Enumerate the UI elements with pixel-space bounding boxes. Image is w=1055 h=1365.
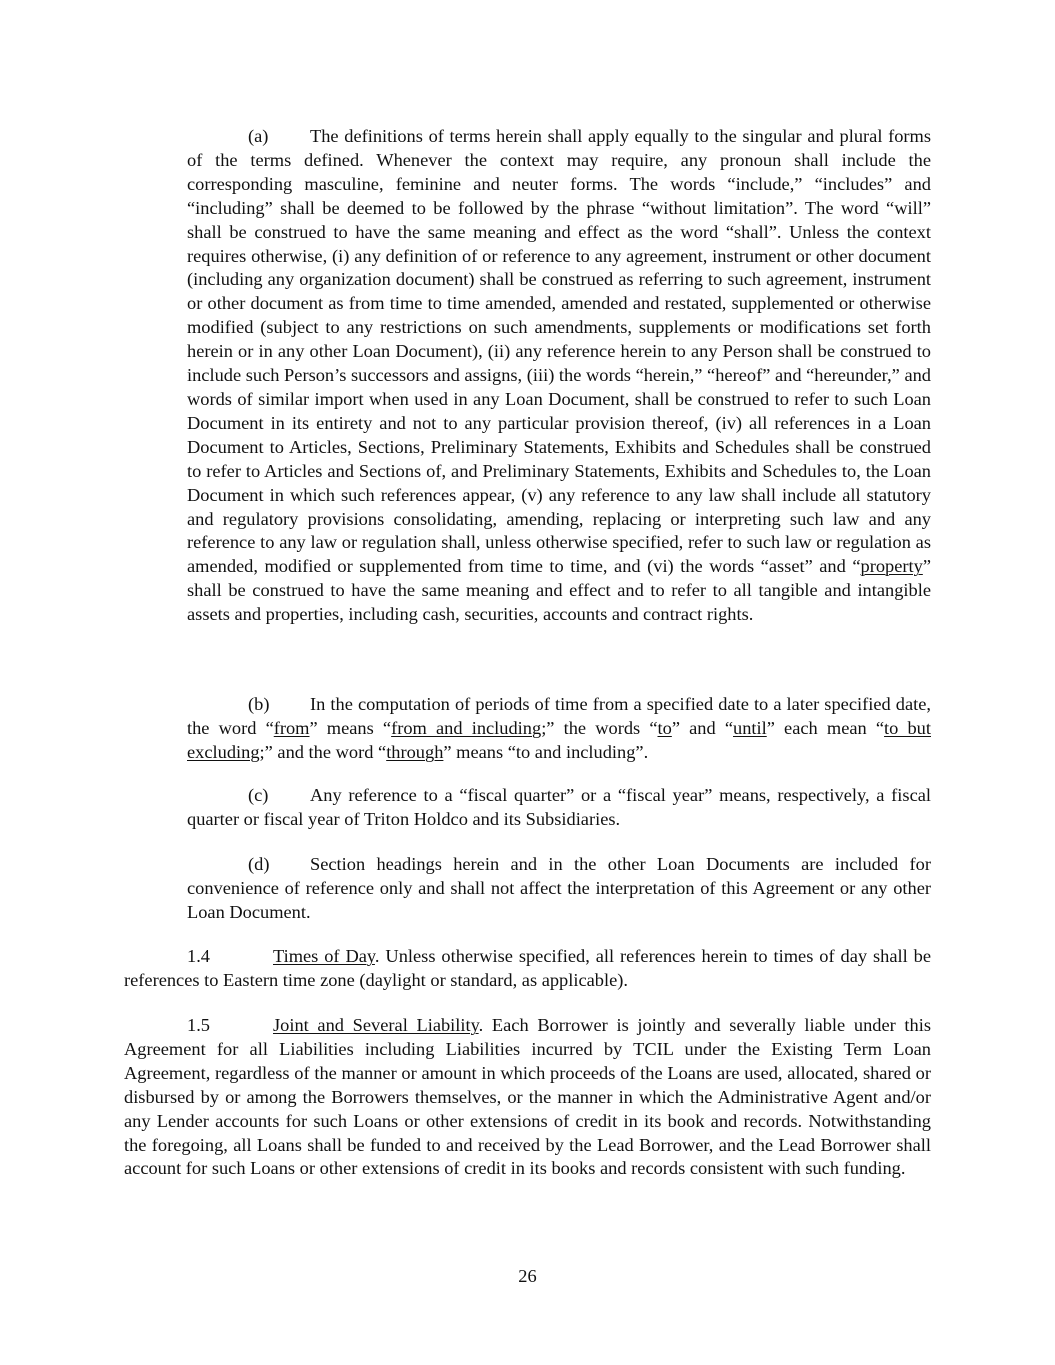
paragraph-a-label: (a) (248, 126, 269, 146)
paragraph-c-label: (c) (248, 785, 269, 805)
section-1-5-heading: Joint and Several Liability (273, 1015, 479, 1035)
paragraph-b-term-from-and-including: from and including (391, 717, 542, 738)
section-1-4-heading: Times of Day (273, 946, 375, 966)
paragraph-b-text-1: In the computation of periods of time from a specified date to a later specified date, the word “ (187, 694, 931, 738)
paragraph-d-label: (d) (248, 854, 270, 874)
paragraph-b-label: (b) (248, 694, 270, 714)
paragraph-b-text-2: ” means “ (309, 717, 392, 738)
paragraph-b-text-6: ;” and the word “ (259, 741, 387, 762)
paragraph-b (187, 693, 931, 765)
paragraph-a-text-end: ” shall be construed to have the same meaning and effect and to refer to all tangible and intangible assets and properties, including cash, securities, accounts and contract rights. (187, 556, 931, 625)
paragraph-d-text: Section headings herein and in the other Loan Documents are included for convenience of reference only and shall not affect the interpretation of this Agreement or any other Loan Document. (187, 854, 931, 922)
page-number: 26 (518, 1266, 537, 1286)
paragraph-d (187, 853, 931, 925)
paragraph-b-term-through: through (386, 741, 444, 762)
section-1-5 (124, 1014, 931, 1181)
paragraph-b-term-from: from (273, 717, 310, 738)
paragraph-a-underlined-term: property (860, 556, 923, 577)
paragraph-b-term-until: until (733, 717, 767, 738)
section-1-5-number: 1.5 (187, 1015, 210, 1035)
paragraph-c-text: Any reference to a “fiscal quarter” or a “fiscal year” means, respectively, a fiscal quarter or fiscal year of Triton Holdco and its Subsidiaries. (187, 785, 931, 829)
section-1-4-number: 1.4 (187, 946, 210, 966)
section-1-5-text: . Each Borrower is jointly and severally liable under this Agreement for all Liabilities including Liabilities incurred by TCIL under the Existing Term Loan Agreement, regardless of the manner or amount in which proceeds of the Loans are used, allocated, shared or disbursed by or among the Borrowers themselves, or the manner in which the Administrative Agent and/or any Lender accounts for such Loans or other extensions of credit in its book and records. Notwithstanding the foregoing, all Loans shall be funded to and received by the Lead Borrower, and the Lead Borrower shall account for such Loans or other extensions of credit in its books and records consistent with such funding. (124, 1015, 931, 1179)
paragraph-b-text-5: ” each mean “ (766, 717, 885, 738)
paragraph-b-text-3: ;” the words “ (541, 717, 658, 738)
paragraph-a-text: The definitions of terms herein shall apply equally to the singular and plural forms of the terms defined. Whenever the context may require, any pronoun shall include the corresponding masculine, feminine and neuter forms. The words “include,” “includes” and “including” shall be deemed to be followed by the phrase “without limitation”. The word “will” shall be construed to have the same meaning and effect as the word “shall”. Unless the context requires otherwise, (i) any definition of or reference to any agreement, instrument or other document (including any organization document) shall be construed as referring to such agreement, instrument or other document as from time to time amended, amended and restated, supplemented or otherwise modified (subject to any restrictions on such amendments, supplements or modifications set forth herein or in any other Loan Document), (ii) any reference herein to any Person shall be construed to include such Person’s successors and assigns, (iii) the words “herein,” “hereof” and “hereunder,” and words of similar import when used in any Loan Document, shall be construed to refer to such Loan Document in its entirety and not to any particular provision thereof, (iv) all references in a Loan Document to Articles, Sections, Preliminary Statements, Exhibits and Schedules shall be construed to refer to Articles and Sections of, and Preliminary Statements, Exhibits and Schedules to, the Loan Document in which such references appear, (v) any reference to any law shall include all statutory and regulatory provisions consolidating, amending, replacing or interpreting such law and any reference to any law or regulation shall, unless otherwise specified, refer to such law or regulation as amended, modified or supplemented from time to time, and (vi) the words “asset” and “ (187, 126, 931, 577)
paragraph-b-term-to: to (657, 717, 672, 738)
paragraph-a (187, 125, 931, 627)
paragraph-b-text-7: ” means “to and including”. (443, 741, 649, 762)
paragraph-b-term-to-but-excluding: to but excluding (187, 717, 931, 762)
paragraph-b-text-4: ” and “ (671, 717, 733, 738)
paragraph-c (187, 784, 931, 832)
section-1-4 (124, 945, 931, 993)
section-1-4-text: . Unless otherwise specified, all references herein to times of day shall be references to Eastern time zone (daylight or standard, as applicable). (124, 946, 931, 990)
